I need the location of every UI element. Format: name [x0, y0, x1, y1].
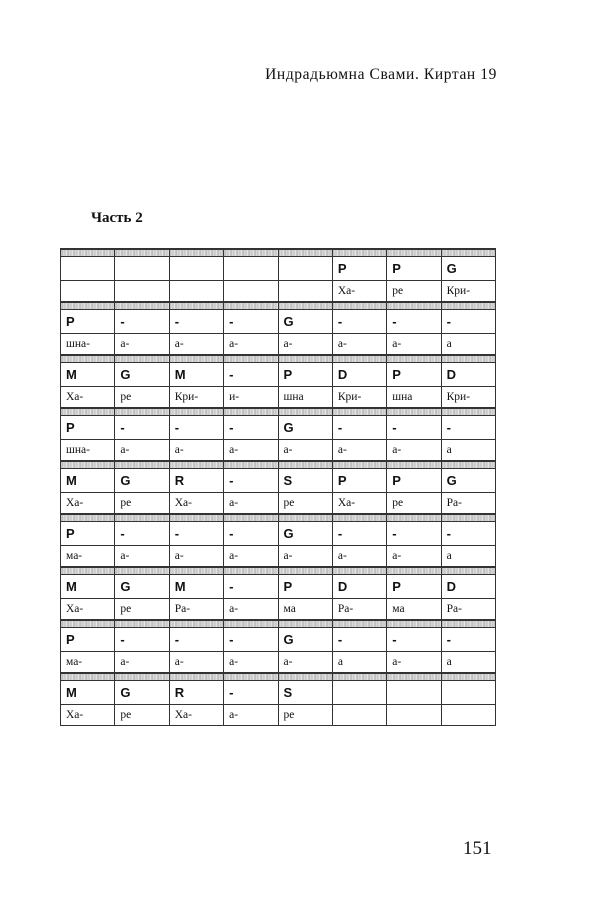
lyric-cell: а: [441, 440, 495, 462]
separator-cell: [332, 355, 386, 363]
separator-cell: [387, 249, 441, 257]
lyric-cell: Ха-: [332, 493, 386, 515]
separator-cell: [441, 408, 495, 416]
note-cell: -: [169, 522, 223, 546]
note-cell: M: [61, 469, 115, 493]
note-cell: -: [169, 310, 223, 334]
separator-cell: [61, 408, 115, 416]
note-cell: D: [441, 363, 495, 387]
lyric-cell: Ха-: [61, 387, 115, 409]
lyric-cell: Кри-: [169, 387, 223, 409]
separator-cell: [332, 408, 386, 416]
lyric-cell: а-: [278, 334, 332, 356]
lyric-cell: Кри-: [441, 281, 495, 303]
note-cell: [115, 257, 169, 281]
note-cell: R: [169, 681, 223, 705]
separator-cell: [224, 673, 278, 681]
lyric-cell: ре: [115, 705, 169, 726]
note-cell: -: [387, 628, 441, 652]
lyric-cell: [387, 705, 441, 726]
note-cell: M: [169, 575, 223, 599]
note-cell: G: [278, 522, 332, 546]
separator-cell: [115, 302, 169, 310]
lyric-cell: а-: [115, 334, 169, 356]
lyric-cell: а-: [387, 652, 441, 674]
lyric-cell: Ха-: [169, 493, 223, 515]
separator-cell: [387, 567, 441, 575]
notation-table: [60, 248, 496, 726]
note-cell: P: [61, 628, 115, 652]
separator-cell: [278, 514, 332, 522]
note-cell: -: [387, 522, 441, 546]
note-cell: P: [332, 257, 386, 281]
note-cell: -: [224, 628, 278, 652]
lyric-cell: ма-: [61, 652, 115, 674]
separator-cell: [278, 620, 332, 628]
separator-cell: [224, 249, 278, 257]
row-separator: [61, 567, 496, 575]
separator-cell: [441, 673, 495, 681]
lyric-cell: а-: [115, 546, 169, 568]
lyric-cell: [169, 281, 223, 303]
lyrics-row: [61, 705, 496, 726]
separator-cell: [61, 461, 115, 469]
note-cell: [441, 681, 495, 705]
separator-cell: [224, 461, 278, 469]
separator-cell: [332, 514, 386, 522]
note-cell: -: [169, 416, 223, 440]
note-cell: -: [224, 522, 278, 546]
separator-cell: [169, 355, 223, 363]
lyric-cell: ма: [278, 599, 332, 621]
note-cell: D: [332, 575, 386, 599]
separator-cell: [115, 249, 169, 257]
lyric-cell: [115, 281, 169, 303]
note-cell: G: [278, 628, 332, 652]
note-cell: G: [115, 363, 169, 387]
lyric-cell: а-: [332, 440, 386, 462]
note-cell: P: [387, 257, 441, 281]
separator-cell: [387, 302, 441, 310]
separator-cell: [278, 355, 332, 363]
lyric-cell: а-: [169, 652, 223, 674]
notes-row: [61, 628, 496, 652]
lyric-cell: Ха-: [61, 493, 115, 515]
lyric-cell: а-: [332, 334, 386, 356]
separator-cell: [332, 620, 386, 628]
notes-row: [61, 575, 496, 599]
lyric-cell: а-: [169, 440, 223, 462]
lyric-cell: шна-: [61, 334, 115, 356]
note-cell: -: [387, 310, 441, 334]
separator-cell: [224, 620, 278, 628]
separator-cell: [332, 249, 386, 257]
lyric-cell: а-: [224, 440, 278, 462]
lyric-cell: а-: [169, 334, 223, 356]
separator-cell: [224, 302, 278, 310]
lyric-cell: ре: [278, 493, 332, 515]
lyrics-row: [61, 387, 496, 409]
lyric-cell: шна: [387, 387, 441, 409]
row-separator: [61, 355, 496, 363]
separator-cell: [441, 620, 495, 628]
note-cell: -: [441, 416, 495, 440]
separator-cell: [169, 620, 223, 628]
lyric-cell: а-: [224, 705, 278, 726]
separator-cell: [115, 673, 169, 681]
notes-row: [61, 522, 496, 546]
lyric-cell: а-: [224, 334, 278, 356]
note-cell: G: [115, 681, 169, 705]
note-cell: -: [115, 416, 169, 440]
separator-cell: [169, 461, 223, 469]
lyric-cell: ре: [387, 281, 441, 303]
separator-cell: [169, 514, 223, 522]
separator-cell: [332, 567, 386, 575]
note-cell: G: [278, 310, 332, 334]
note-cell: G: [441, 257, 495, 281]
separator-cell: [441, 461, 495, 469]
note-cell: -: [332, 310, 386, 334]
lyric-cell: а-: [224, 493, 278, 515]
note-cell: P: [61, 310, 115, 334]
separator-cell: [278, 673, 332, 681]
note-cell: R: [169, 469, 223, 493]
separator-cell: [278, 461, 332, 469]
separator-cell: [441, 567, 495, 575]
separator-cell: [387, 673, 441, 681]
notes-row: [61, 310, 496, 334]
note-cell: D: [332, 363, 386, 387]
lyric-cell: а-: [278, 546, 332, 568]
lyric-cell: [61, 281, 115, 303]
separator-cell: [387, 461, 441, 469]
lyric-cell: а-: [224, 546, 278, 568]
lyric-cell: шна: [278, 387, 332, 409]
row-separator: [61, 620, 496, 628]
separator-cell: [61, 673, 115, 681]
lyric-cell: а-: [278, 440, 332, 462]
separator-cell: [61, 567, 115, 575]
lyric-cell: Ха-: [332, 281, 386, 303]
note-cell: -: [224, 469, 278, 493]
separator-cell: [115, 514, 169, 522]
note-cell: P: [387, 575, 441, 599]
note-cell: [169, 257, 223, 281]
lyric-cell: а: [441, 652, 495, 674]
note-cell: M: [61, 681, 115, 705]
separator-cell: [332, 461, 386, 469]
note-cell: G: [278, 416, 332, 440]
lyric-cell: ре: [115, 493, 169, 515]
note-cell: S: [278, 469, 332, 493]
lyric-cell: а-: [387, 440, 441, 462]
separator-cell: [115, 620, 169, 628]
note-cell: S: [278, 681, 332, 705]
separator-cell: [61, 355, 115, 363]
running-header: Индрадьюмна Свами. Киртан 19: [265, 66, 497, 83]
note-cell: -: [115, 628, 169, 652]
note-cell: -: [169, 628, 223, 652]
separator-cell: [387, 355, 441, 363]
lyric-cell: ре: [387, 493, 441, 515]
separator-cell: [224, 355, 278, 363]
note-cell: M: [169, 363, 223, 387]
separator-cell: [278, 249, 332, 257]
notes-row: [61, 681, 496, 705]
lyrics-row: [61, 334, 496, 356]
note-cell: -: [387, 416, 441, 440]
lyric-cell: ма: [387, 599, 441, 621]
separator-cell: [115, 567, 169, 575]
note-cell: G: [441, 469, 495, 493]
note-cell: M: [61, 575, 115, 599]
separator-cell: [61, 620, 115, 628]
lyric-cell: а-: [387, 334, 441, 356]
note-cell: -: [332, 522, 386, 546]
lyric-cell: Ха-: [169, 705, 223, 726]
lyric-cell: [332, 705, 386, 726]
note-cell: P: [387, 363, 441, 387]
note-cell: -: [224, 310, 278, 334]
lyric-cell: а-: [332, 546, 386, 568]
lyric-cell: [278, 281, 332, 303]
separator-cell: [224, 408, 278, 416]
separator-cell: [169, 249, 223, 257]
separator-cell: [441, 355, 495, 363]
note-cell: [61, 257, 115, 281]
note-cell: P: [278, 363, 332, 387]
lyric-cell: а: [332, 652, 386, 674]
separator-cell: [169, 302, 223, 310]
separator-cell: [224, 567, 278, 575]
note-cell: P: [61, 416, 115, 440]
note-cell: D: [441, 575, 495, 599]
lyrics-row: [61, 652, 496, 674]
note-cell: -: [332, 416, 386, 440]
separator-cell: [169, 408, 223, 416]
lyric-cell: ре: [115, 599, 169, 621]
notes-row: [61, 363, 496, 387]
notes-row: [61, 257, 496, 281]
lyric-cell: а-: [387, 546, 441, 568]
note-cell: -: [115, 310, 169, 334]
row-separator: [61, 408, 496, 416]
lyric-cell: Ра-: [441, 493, 495, 515]
lyric-cell: а: [441, 546, 495, 568]
separator-cell: [169, 673, 223, 681]
note-cell: G: [115, 575, 169, 599]
lyric-cell: а: [441, 334, 495, 356]
note-cell: M: [61, 363, 115, 387]
lyrics-row: [61, 440, 496, 462]
page-number: 151: [463, 838, 492, 859]
separator-cell: [441, 302, 495, 310]
separator-cell: [332, 673, 386, 681]
lyric-cell: ма-: [61, 546, 115, 568]
note-cell: [278, 257, 332, 281]
note-cell: [387, 681, 441, 705]
note-cell: P: [387, 469, 441, 493]
lyrics-row: [61, 493, 496, 515]
lyric-cell: [441, 705, 495, 726]
lyric-cell: а-: [115, 440, 169, 462]
note-cell: -: [224, 575, 278, 599]
lyric-cell: Кри-: [441, 387, 495, 409]
note-cell: -: [115, 522, 169, 546]
note-cell: -: [441, 310, 495, 334]
separator-cell: [441, 249, 495, 257]
separator-cell: [115, 461, 169, 469]
row-separator: [61, 461, 496, 469]
separator-cell: [441, 514, 495, 522]
lyric-cell: шна-: [61, 440, 115, 462]
lyrics-row: [61, 546, 496, 568]
note-cell: P: [278, 575, 332, 599]
separator-cell: [61, 514, 115, 522]
notes-row: [61, 469, 496, 493]
separator-cell: [387, 620, 441, 628]
lyric-cell: а-: [224, 599, 278, 621]
note-cell: -: [441, 628, 495, 652]
row-separator: [61, 514, 496, 522]
lyric-cell: ре: [115, 387, 169, 409]
lyric-cell: а-: [278, 652, 332, 674]
lyric-cell: а-: [224, 652, 278, 674]
note-cell: G: [115, 469, 169, 493]
separator-cell: [278, 408, 332, 416]
separator-cell: [169, 567, 223, 575]
lyric-cell: Ра-: [441, 599, 495, 621]
separator-cell: [387, 514, 441, 522]
lyric-cell: Ра-: [332, 599, 386, 621]
note-cell: [332, 681, 386, 705]
separator-cell: [387, 408, 441, 416]
note-cell: -: [224, 416, 278, 440]
separator-cell: [332, 302, 386, 310]
note-cell: -: [332, 628, 386, 652]
lyric-cell: Ра-: [169, 599, 223, 621]
lyric-cell: а-: [169, 546, 223, 568]
separator-cell: [61, 249, 115, 257]
lyric-cell: ре: [278, 705, 332, 726]
notes-row: [61, 416, 496, 440]
note-cell: [224, 257, 278, 281]
row-separator: [61, 249, 496, 257]
lyric-cell: Ха-: [61, 599, 115, 621]
row-separator: [61, 673, 496, 681]
lyric-cell: [224, 281, 278, 303]
lyric-cell: Ха-: [61, 705, 115, 726]
lyric-cell: и-: [224, 387, 278, 409]
lyrics-row: [61, 599, 496, 621]
separator-cell: [278, 567, 332, 575]
lyric-cell: Кри-: [332, 387, 386, 409]
note-cell: -: [224, 681, 278, 705]
row-separator: [61, 302, 496, 310]
lyrics-row: [61, 281, 496, 303]
separator-cell: [115, 355, 169, 363]
note-cell: P: [61, 522, 115, 546]
note-cell: -: [224, 363, 278, 387]
note-cell: -: [441, 522, 495, 546]
separator-cell: [278, 302, 332, 310]
separator-cell: [115, 408, 169, 416]
section-title: Часть 2: [91, 210, 143, 226]
separator-cell: [224, 514, 278, 522]
lyric-cell: а-: [115, 652, 169, 674]
note-cell: P: [332, 469, 386, 493]
separator-cell: [61, 302, 115, 310]
